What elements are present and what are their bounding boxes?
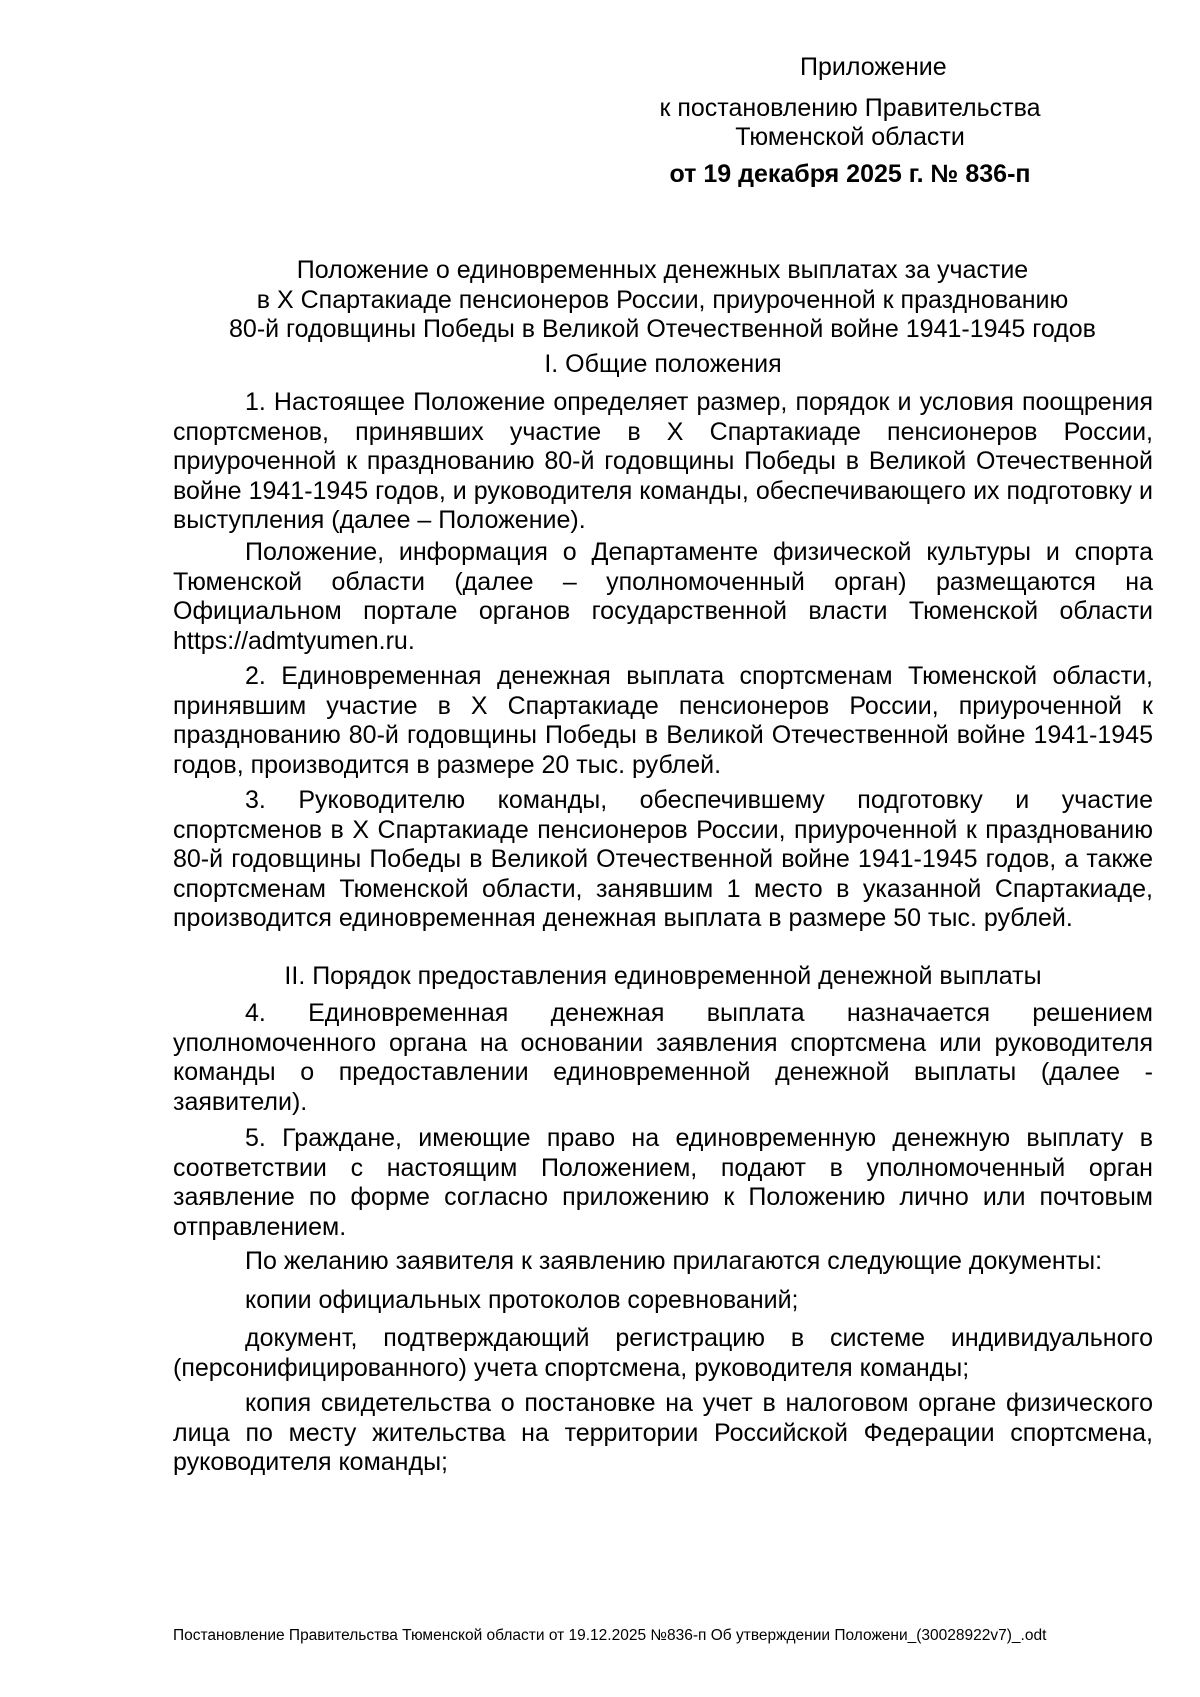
- document-title: [170, 256, 1155, 345]
- title-line-1: Положение о единовременных денежных выплатах за участие: [296, 256, 1029, 284]
- appendix-label: Приложение: [800, 53, 947, 81]
- footer-file-reference: Постановление Правительства Тюменской области от 19.12.2025 №836-п Об утверждении Положени_(30028922v7)_.odt: [173, 1627, 1047, 1644]
- paragraph-3: 2. Единовременная денежная выплата спортсменам Тюменской области, принявшим участие в X Спартакиаде пенсионеров России, приуроченной к празднованию 80-й годовщины Победы в Великой Отечественной войне 1941-1945 годов, производится в размере 20 тыс. рублей.: [173, 662, 1153, 779]
- paragraph-5: 4. Единовременная денежная выплата назначается решением уполномоченного органа на основании заявления спортсмена или руководителя команды о предоставлении единовременной денежной выплаты (далее - заявители).: [173, 999, 1153, 1116]
- paragraph-4: 3. Руководителю команды, обеспечившему подготовку и участие спортсменов в X Спартакиаде пенсионеров России, приуроченной к празднованию 80-й годовщины Победы в Великой Отечественной войне 1941-1945 годов, а также спортсменам Тюменской области, занявшим 1 место в указанной Спартакиаде, производится единовременная денежная выплата в размере 50 тыс. рублей.: [173, 786, 1153, 932]
- resolution-reference: к постановлению Правительства: [659, 94, 1041, 122]
- paragraph-6: 5. Граждане, имеющие право на единовременную денежную выплату в соответствии с настоящим Положением, подают в уполномоченный орган заявление по форме согласно приложению к Положению лично или почтовым отправлением.: [173, 1124, 1153, 1241]
- paragraph-wrapper-5: [173, 999, 1153, 1117]
- paragraph-wrapper-6: [173, 1124, 1153, 1242]
- paragraph-wrapper-10: [173, 1389, 1153, 1478]
- paragraph-wrapper-2: [173, 538, 1153, 656]
- paragraph-7: По желанию заявителя к заявлению прилагаются следующие документы:: [245, 1247, 1103, 1275]
- paragraph-wrapper-7: [173, 1247, 1153, 1277]
- paragraph-wrapper-3: [173, 662, 1153, 780]
- paragraph-wrapper-8: [173, 1286, 1153, 1316]
- resolution-date-number: от 19 декабря 2025 г. № 836-п: [669, 160, 1031, 188]
- paragraph-2: Положение, информация о Департаменте физической культуры и спорта Тюменской области (далее – уполномоченный орган) размещаются на Официальном портале органов государственной власти Тюменской области https://admtyumen.ru.: [173, 538, 1153, 655]
- paragraph-9: документ, подтверждающий регистрацию в системе индивидуального (персонифицированного) учета спортсмена, руководителя команды;: [173, 1324, 1153, 1382]
- paragraph-8: копии официальных протоколов соревнований;: [245, 1286, 799, 1314]
- paragraph-10: копия свидетельства о постановке на учет в налоговом органе физического лица по месту жительства на территории Российской Федерации спортсмена, руководителя команды;: [173, 1389, 1153, 1476]
- section-1-heading: I. Общие положения: [544, 350, 782, 378]
- title-line-3: 80-й годовщины Победы в Великой Отечественной войне 1941-1945 годов: [229, 315, 1096, 343]
- paragraph-wrapper-9: [173, 1324, 1153, 1383]
- section-2-heading: II. Порядок предоставления единовременной денежной выплаты: [284, 962, 1042, 990]
- paragraph-wrapper-4: [173, 786, 1153, 934]
- section-1-body: [173, 388, 1153, 536]
- region-name: Тюменской области: [735, 123, 965, 151]
- title-line-2: в X Спартакиаде пенсионеров России, приуроченной к празднованию: [256, 285, 1069, 314]
- paragraph-1: 1. Настоящее Положение определяет размер, порядок и условия поощрения спортсменов, принявших участие в X Спартакиаде пенсионеров России, приуроченной к празднованию 80-й годовщины Победы в Великой Отечественной войне 1941-1945 годов, и руководителя команды, обеспечивающего их подготовку и выступления (далее – Положение).: [173, 388, 1153, 534]
